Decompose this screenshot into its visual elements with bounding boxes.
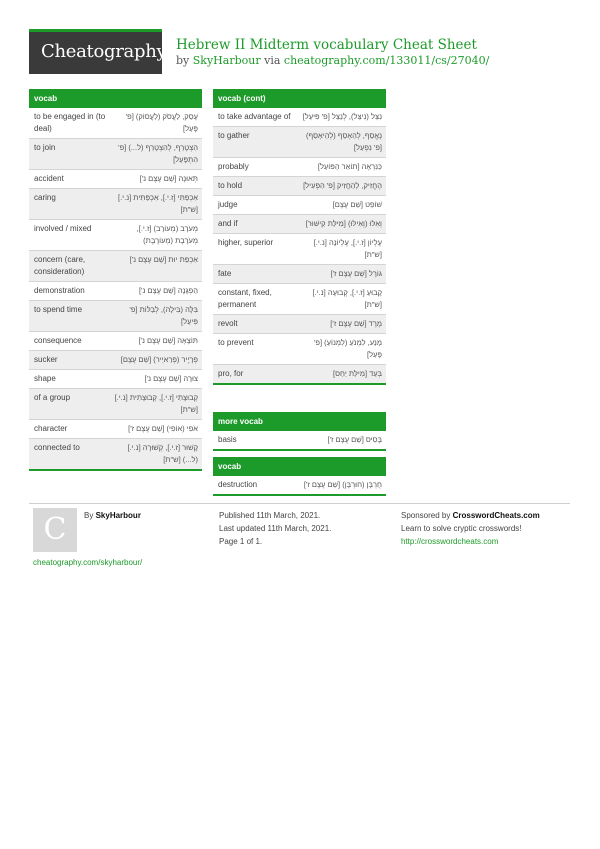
vocab-row bbox=[213, 234, 386, 265]
english-term: caring bbox=[34, 193, 56, 202]
vocab-row bbox=[29, 370, 202, 389]
english-term: concern (care, consideration) bbox=[34, 255, 86, 276]
english-term: probably bbox=[218, 162, 249, 171]
byline-via: via bbox=[264, 54, 281, 67]
vocab-row bbox=[29, 301, 202, 332]
vocab-row bbox=[29, 108, 202, 139]
vocab-row bbox=[213, 177, 386, 196]
vocab-row bbox=[213, 284, 386, 315]
sheet-title: Hebrew II Midterm vocabulary Cheat Sheet bbox=[176, 37, 477, 53]
vocab-card bbox=[29, 89, 202, 471]
hebrew-term: נִצֵּל (נִיצֵּל), לְנַצֵּל [פ' פִּיעֵל] bbox=[302, 112, 382, 121]
vocab-row bbox=[213, 315, 386, 334]
english-term: destruction bbox=[218, 480, 258, 489]
hebrew-term: קְבוּצָתִי [ז.י.], קְבוּצָתִית [נ.י.] [ש"ת] bbox=[114, 393, 198, 414]
avatar-letter: C bbox=[43, 512, 67, 547]
sponsored-by-label: Sponsored by bbox=[401, 511, 451, 520]
vocab-row bbox=[29, 170, 202, 189]
vocab-card-2 bbox=[213, 457, 386, 496]
more-vocab-card-header: more vocab bbox=[213, 412, 386, 431]
english-term: judge bbox=[218, 200, 238, 209]
vocab-row bbox=[29, 189, 202, 220]
vocab-row bbox=[213, 158, 386, 177]
english-term: shape bbox=[34, 374, 56, 383]
vocab-row bbox=[213, 108, 386, 127]
english-term: of a group bbox=[34, 393, 71, 402]
hebrew-term: נֶאֱסַף, לְהֵאָסֵף (לְהֵיאָסֵף) [פ' נִפְעַל] bbox=[306, 131, 382, 152]
vocab-row bbox=[213, 265, 386, 284]
english-term: involved / mixed bbox=[34, 224, 92, 233]
logo-text: Cheatography bbox=[41, 41, 167, 62]
hebrew-term: בְּעַד [מִילַּת יַחַס] bbox=[333, 369, 382, 378]
footer-author-url bbox=[33, 556, 142, 569]
hebrew-term: כַּנִּרְאֶה [תוֹאַר הַפּוֹעַל] bbox=[317, 162, 382, 171]
byline-by: by bbox=[176, 54, 190, 67]
english-term: pro, for bbox=[218, 369, 244, 378]
hebrew-term: מְעֹרָב (מְעוֹרָב) [ז.י.], מְעֹרֶבֶת (מְעוֹרֶבֶת) bbox=[136, 224, 198, 245]
english-term: revolt bbox=[218, 319, 238, 328]
english-term: to hold bbox=[218, 181, 243, 190]
vocab-card-header: vocab bbox=[29, 89, 202, 108]
hebrew-term: צוּרָה [שֵׁם עֶצֶם נ'] bbox=[144, 374, 198, 383]
vocab-row bbox=[213, 334, 386, 365]
english-term: higher, superior bbox=[218, 238, 274, 247]
sponsor-link[interactable]: http://crosswordcheats.com bbox=[401, 537, 499, 546]
sponsor-tagline: Learn to solve cryptic crosswords! bbox=[401, 524, 522, 533]
hebrew-term: עָסַק, לַעֲסֹק (לַעֲסוֹק) [פ' פָּעַל] bbox=[125, 112, 198, 133]
hebrew-term: עֶלְיוֹן [ז.י.], עֶלְיוֹנָה [נ.י.] [ש"ת] bbox=[313, 238, 382, 259]
vocab-row bbox=[29, 282, 202, 301]
vocab-row bbox=[29, 220, 202, 251]
author-avatar[interactable] bbox=[33, 508, 77, 552]
english-term: connected to bbox=[34, 443, 80, 452]
byline bbox=[176, 54, 489, 67]
vocab-row bbox=[29, 251, 202, 282]
footer-divider bbox=[29, 503, 570, 504]
hebrew-term: אִכְפַּת יוּת [שֵׁם עֶצֶם נ'] bbox=[129, 255, 198, 264]
hebrew-term: קָבוּעַ [ז.י.], קְבוּעָה [נ.י.] [ש"ת] bbox=[312, 288, 382, 309]
vocab-row bbox=[213, 365, 386, 383]
author-link[interactable]: SkyHarbour bbox=[192, 54, 261, 67]
vocab-row bbox=[213, 127, 386, 158]
sheet-url-link[interactable]: cheatography.com/133011/cs/27040/ bbox=[283, 54, 490, 67]
more-vocab-card bbox=[213, 412, 386, 451]
hebrew-term: הִצְטָרֵף, לְהִצְטָרֵף (ל...) [פ' הִתְפָּעֵל] bbox=[118, 143, 198, 164]
hebrew-term: הַפְגָּנָה [שֵׁם עֶצֶם נ'] bbox=[138, 286, 198, 295]
vocab-row bbox=[29, 420, 202, 439]
hebrew-term: הֶחֱזִיק, לְהַחֲזִיק [פ' הִפְעִיל] bbox=[303, 181, 382, 190]
english-term: to be engaged in (to deal) bbox=[34, 112, 106, 133]
english-term: accident bbox=[34, 174, 64, 183]
hebrew-term: בָּסִיס [שֵׁם עֶצֶם ז'] bbox=[327, 435, 382, 444]
footer-meta bbox=[219, 509, 331, 548]
vocab-row bbox=[213, 431, 386, 449]
sponsor-name[interactable]: CrosswordCheats.com bbox=[452, 511, 540, 520]
hebrew-term: פְרָיֶיר (פְרַאיֵיר) [שֵׁם עֶצֶם] bbox=[120, 355, 198, 364]
english-term: constant, fixed, permanent bbox=[218, 288, 272, 309]
hebrew-term: אִכְפַּתִּי [ז.י.], אִכְפַּתִּית [נ.י.] [ש"ת] bbox=[118, 193, 198, 214]
vocab-row bbox=[29, 439, 202, 469]
cheatography-logo[interactable] bbox=[29, 29, 167, 74]
english-term: character bbox=[34, 424, 68, 433]
english-term: to join bbox=[34, 143, 56, 152]
hebrew-term: אֹפִי (אוֹפִי) [שֵׁם עֶצֶם ז'] bbox=[128, 424, 198, 433]
vocab-row bbox=[29, 139, 202, 170]
page-count: Page 1 of 1. bbox=[219, 537, 263, 546]
english-term: sucker bbox=[34, 355, 58, 364]
hebrew-term: גּוֹרָל [שֵׁם עֶצֶם ז'] bbox=[330, 269, 382, 278]
english-term: basis bbox=[218, 435, 237, 444]
english-term: and if bbox=[218, 219, 238, 228]
footer-author bbox=[84, 509, 141, 522]
vocab-card-2-header: vocab bbox=[213, 457, 386, 476]
english-term: to take advantage of bbox=[218, 112, 291, 121]
hebrew-term: תּוֹצָאָה [שֵׁם עֶצֶם נ'] bbox=[138, 336, 198, 345]
published-date: Published 11th March, 2021. bbox=[219, 511, 321, 520]
vocab-cont-card-header: vocab (cont) bbox=[213, 89, 386, 108]
hebrew-term: מָנַע, לִמְנֹעַ (לִמְנוֹעַ) [פ' פָּעַל] bbox=[313, 338, 382, 359]
vocab-row bbox=[29, 389, 202, 420]
vocab-cont-card bbox=[213, 89, 386, 385]
english-term: fate bbox=[218, 269, 232, 278]
english-term: to prevent bbox=[218, 338, 254, 347]
hebrew-term: מֶרֶד [שֵׁם עֶצֶם ז'] bbox=[330, 319, 382, 328]
hebrew-term: בִּלָּה (בִּילָה), לְבַלּוֹת [פ' פִּיעֵל] bbox=[129, 305, 198, 326]
author-profile-link[interactable]: cheatography.com/skyharbour/ bbox=[33, 558, 143, 567]
vocab-row bbox=[213, 476, 386, 494]
english-term: to spend time bbox=[34, 305, 83, 314]
hebrew-term: וְאִלּוּ (וְאִילּוּ) [מִילַּת קִישּׁוּר] bbox=[305, 219, 382, 228]
vocab-row bbox=[213, 215, 386, 234]
hebrew-term: שׁוֹפֵט [שֵׁם עֶצֶם] bbox=[332, 200, 382, 209]
english-term: demonstration bbox=[34, 286, 85, 295]
footer-author-name[interactable]: SkyHarbour bbox=[95, 511, 141, 520]
hebrew-term: תְּאוּנָה [שֵׁם עֶצֶם נ'] bbox=[139, 174, 198, 183]
hebrew-term: חֻרְבָּן (חוּרְבָּן) [שֵׁם עֶצֶם ז'] bbox=[303, 480, 382, 489]
english-term: to gather bbox=[218, 131, 250, 140]
english-term: consequence bbox=[34, 336, 82, 345]
vocab-row bbox=[213, 196, 386, 215]
footer-sponsor bbox=[401, 509, 540, 548]
vocab-row bbox=[29, 351, 202, 370]
hebrew-term: קָשׁוּר [ז.י.], קְשׁוּרָה [נ.י.] (ל...) [ש"ת] bbox=[127, 443, 198, 464]
vocab-row bbox=[29, 332, 202, 351]
footer-by: By bbox=[84, 511, 94, 520]
updated-date: Last updated 11th March, 2021. bbox=[219, 524, 332, 533]
